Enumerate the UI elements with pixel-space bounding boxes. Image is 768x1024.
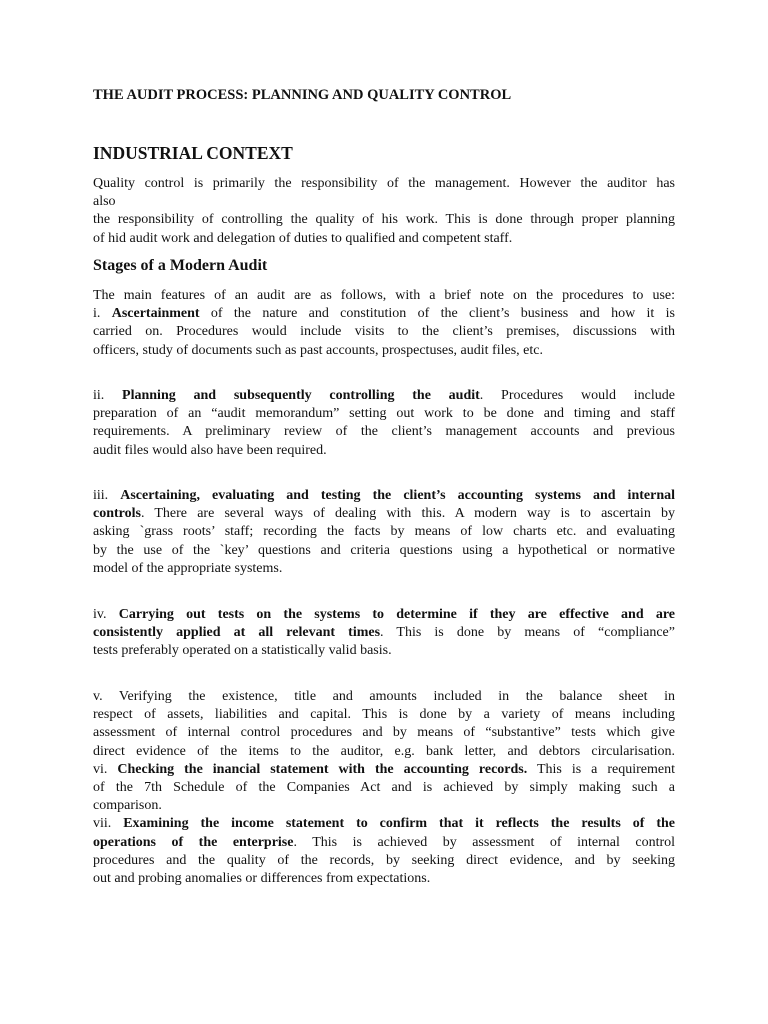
item-6-line [93, 761, 675, 779]
item-7-text: . This is achieved by assessment of internal control [293, 834, 676, 850]
intro-line: Quality control is primarily the responsibility of the management. However the auditor has [93, 176, 675, 191]
item-3-text: . There are several ways of dealing with this. A modern way is to ascertain by [140, 506, 675, 522]
items-5-to-7-paragraph [93, 688, 675, 888]
item-3-line: asking `grass roots’ staff; recording the facts by means of low charts etc. and evaluating [93, 524, 675, 540]
item-4-line: tests preferably operated on a statistically valid basis. [93, 643, 392, 659]
item-4-line [93, 606, 675, 624]
item-4-bold-term: Carrying out tests on the systems to determine if they are effective and are [118, 607, 676, 622]
item-1-line [93, 305, 675, 323]
item-6-line: of the 7th Schedule of the Companies Act and is achieved by simply making such a [93, 780, 675, 796]
item-1-line: carried on. Procedures would include visits to the client’s premises, discussions with [93, 324, 675, 340]
item-3-line: model of the appropriate systems. [93, 560, 283, 576]
item-7-bold-term: operations of the enterprise [93, 834, 294, 850]
stages-intro: The main features of an audit are as follows, with a brief note on the procedures to use: [93, 288, 675, 303]
item-7-line [93, 834, 675, 852]
item-3-line [93, 505, 675, 523]
item-2-line [93, 387, 675, 405]
item-3-bold-term: controls [93, 506, 141, 522]
item-3-line [93, 487, 675, 505]
item-2-line: requirements. A preliminary review of the client’s management accounts and previous [93, 424, 675, 440]
document-page [93, 0, 675, 1024]
item-2-line: preparation of an “audit memorandum” setting out work to be done and timing and staff [93, 406, 675, 422]
item-2-paragraph [93, 387, 675, 460]
item-7-line [93, 815, 675, 833]
item-2-bold-term: Planning and subsequently controlling the audit [122, 388, 480, 403]
item-5-line: respect of assets, liabilities and capital. This is done by a variety of means including [93, 707, 675, 723]
item-7-prefix: vii. [93, 816, 124, 832]
item-6-prefix: vi. [93, 761, 118, 777]
section-heading-industrial-context: INDUSTRIAL CONTEXT [93, 143, 293, 163]
item-3-prefix: iii. [93, 488, 121, 503]
item-1-prefix: i. [93, 306, 112, 322]
item-6-bold-term: Checking the inancial statement with the accounting records. [117, 761, 528, 777]
item-1-text: of the nature and constitution of the client’s business and how it is [199, 306, 675, 322]
item-2-line: audit files would also have been required. [93, 442, 327, 458]
item-2-prefix: ii. [93, 388, 123, 403]
item-5-line: v. Verifying the existence, title and amounts included in the balance sheet in [93, 689, 675, 704]
item-4-prefix: iv. [93, 607, 119, 622]
item-3-line: by the use of the `key’ questions and criteria questions using a hypothetical or normative [93, 542, 675, 558]
intro-line: the responsibility of controlling the quality of his work. This is done through proper planning [93, 212, 675, 228]
intro-line: also [93, 194, 116, 210]
item-6-text: This is a requirement [527, 761, 676, 777]
document-title: THE AUDIT PROCESS: PLANNING AND QUALITY CONTROL [93, 87, 512, 103]
item-1-line: officers, study of documents such as past accounts, prospectuses, audit files, etc. [93, 342, 543, 358]
item-4-paragraph [93, 606, 675, 661]
item-7-line: procedures and the quality of the records, by seeking direct evidence, and by seeking [93, 852, 675, 868]
item-3-paragraph [93, 487, 675, 578]
item-1-bold-term: Ascertainment [111, 306, 200, 322]
intro-line: of hid audit work and delegation of duties to qualified and competent staff. [93, 230, 513, 246]
item-3-bold-term: Ascertaining, evaluating and testing the client’s accounting systems and internal [120, 488, 676, 503]
stages-intro-and-item-1 [93, 287, 675, 360]
stages-heading: Stages of a Modern Audit [93, 257, 268, 274]
item-4-line [93, 624, 675, 642]
intro-paragraph [93, 175, 675, 248]
item-7-bold-term: Examining the income statement to confirm that it reflects the results of the [123, 816, 675, 832]
item-4-text: . This is done by means of “compliance” [380, 625, 675, 641]
item-7-line: out and probing anomalies or differences from expectations. [93, 871, 431, 887]
item-4-bold-term: consistently applied at all relevant times [93, 625, 381, 641]
item-5-line: assessment of internal control procedures and by means of “substantive” tests which give [93, 725, 675, 741]
item-6-line: comparison. [93, 798, 162, 814]
item-2-text: . Procedures would include [479, 388, 675, 403]
item-5-line: direct evidence of the items to the auditor, e.g. bank letter, and debtors circularisation. [93, 743, 675, 759]
